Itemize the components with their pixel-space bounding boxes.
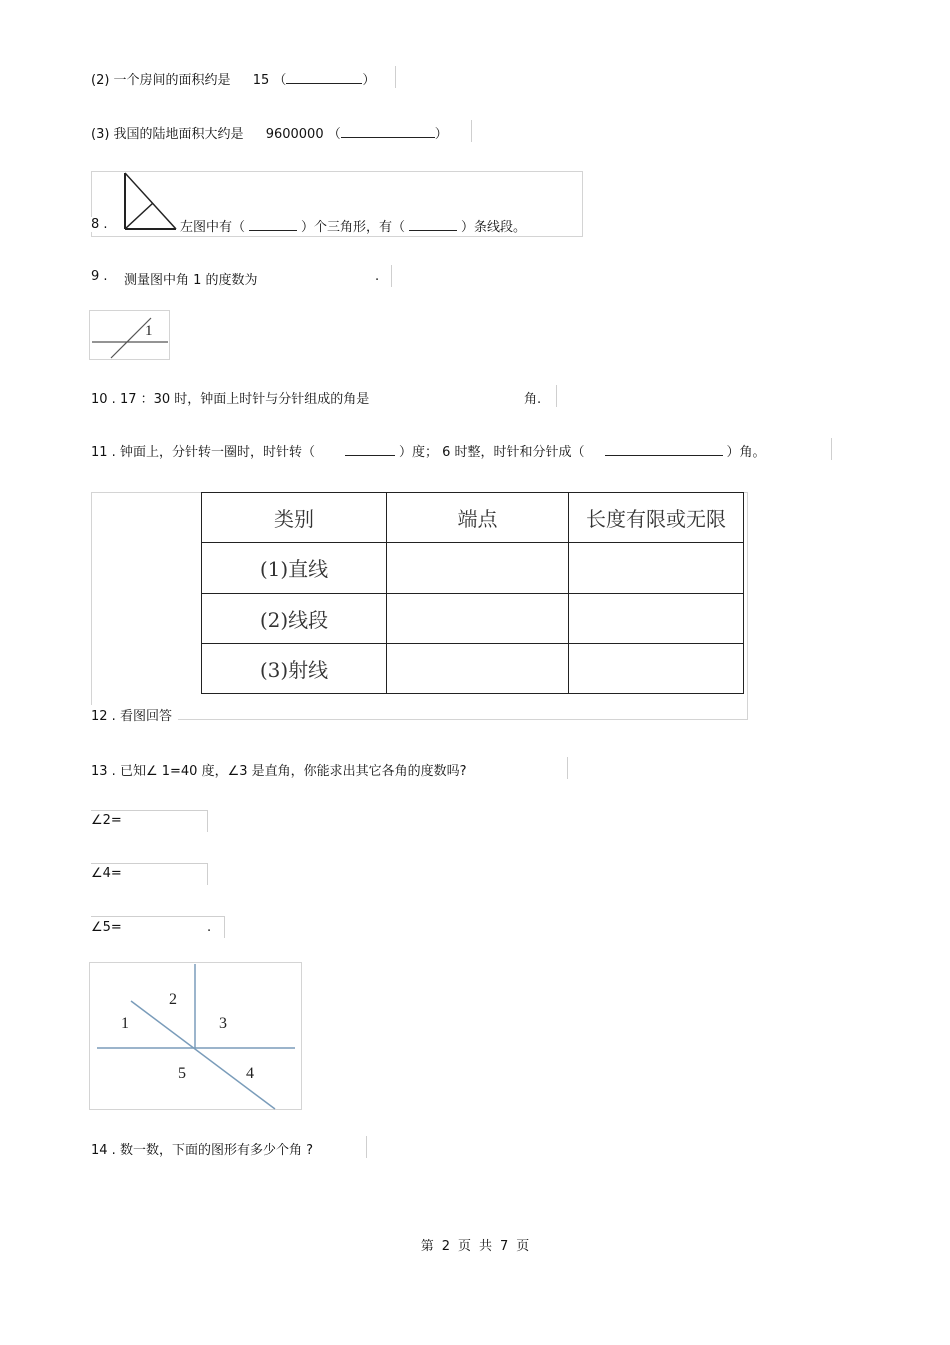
footer-text: 页: [516, 1239, 530, 1254]
q9-number: 9 .: [91, 269, 108, 284]
q8-question: [180, 216, 526, 235]
table-header-row: [202, 493, 744, 543]
q13-text: 13 . 已知∠ 1=40 度，∠3 是直角，你能求出其它各角的度数吗?: [91, 764, 467, 779]
page-footer: [0, 1235, 950, 1254]
angle-label-5: 5: [178, 1065, 186, 1082]
q7-item2-label: (2) 一个房间的面积约是: [91, 73, 231, 88]
q13-angle5-dot: .: [207, 920, 212, 935]
footer-text: 共: [479, 1239, 493, 1254]
q8-text-a: 左图中有（: [180, 220, 246, 235]
answer-blank[interactable]: [286, 72, 362, 84]
answer-blank[interactable]: [345, 444, 395, 456]
angle-label: 1: [145, 323, 153, 339]
q10-tail: 角.: [524, 392, 542, 407]
q9-text: 测量图中角 1 的度数为: [124, 273, 258, 288]
q11-text-b: ）度； 6 时整，时针和分针成（: [398, 445, 585, 460]
table-cell[interactable]: [569, 593, 744, 643]
angles-figure: [89, 962, 302, 1110]
table-cell[interactable]: [387, 543, 569, 593]
angle-label-3: 3: [219, 1015, 227, 1032]
line-category-table: [201, 492, 744, 694]
current-page: 2: [441, 1239, 450, 1254]
answer-blank[interactable]: [409, 219, 457, 231]
q12-number: 12 . 看图回答: [91, 705, 178, 724]
table-cell[interactable]: [569, 543, 744, 593]
q7-item2: (2) 一个房间的面积约是 15 （ ）: [91, 73, 376, 88]
angle-label-2: 2: [169, 991, 177, 1008]
table-cell[interactable]: [387, 643, 569, 693]
table-cell: (1)直线: [202, 543, 387, 593]
triangle-figure: [120, 171, 182, 233]
total-pages: 7: [500, 1239, 509, 1254]
footer-text: 第: [420, 1239, 434, 1254]
q7-item3-value: 9600000: [265, 127, 324, 142]
table-cell[interactable]: [387, 593, 569, 643]
q7-item3: (3) 我国的陆地面积大约是 9600000 （ ）: [91, 127, 448, 142]
q8-number: 8 .: [91, 217, 108, 232]
q13-angle4: ∠4=: [91, 866, 122, 881]
table-cell[interactable]: [569, 643, 744, 693]
q7-item3-label: (3) 我国的陆地面积大约是: [91, 127, 244, 142]
table-row: [202, 593, 744, 643]
table-row: [202, 643, 744, 693]
q11-text-a: 11 . 钟面上，分针转一圈时，时针转（: [91, 445, 315, 460]
q8-text-b: ）个三角形，有（: [301, 220, 406, 235]
answer-blank[interactable]: [605, 444, 723, 456]
q11-text-c: ）角。: [726, 445, 766, 460]
q9-dot: .: [375, 269, 380, 284]
q11-question: [91, 441, 766, 460]
q14-text: 14 . 数一数，下面的图形有多少个角 ?: [91, 1143, 313, 1158]
table-header: 端点: [387, 493, 569, 543]
answer-blank[interactable]: [341, 126, 435, 138]
q13-angle2: ∠2=: [91, 813, 122, 828]
footer-text: 页: [457, 1239, 471, 1254]
table-header: 长度有限或无限: [569, 493, 744, 543]
table-cell: (2)线段: [202, 593, 387, 643]
table-cell: (3)射线: [202, 643, 387, 693]
q7-item2-value: 15: [252, 73, 270, 88]
q13-angle5: ∠5=: [91, 920, 122, 935]
table-row: [202, 543, 744, 593]
angle-label-1: 1: [121, 1015, 129, 1032]
q8-text-c: ）条线段。: [461, 220, 527, 235]
answer-blank[interactable]: [249, 219, 297, 231]
angle-figure: [89, 310, 170, 360]
table-header: 类别: [202, 493, 387, 543]
angle-label-4: 4: [246, 1065, 254, 1082]
q10-text: 10 . 17 ：30 时，钟面上时针与分针组成的角是: [91, 392, 370, 407]
